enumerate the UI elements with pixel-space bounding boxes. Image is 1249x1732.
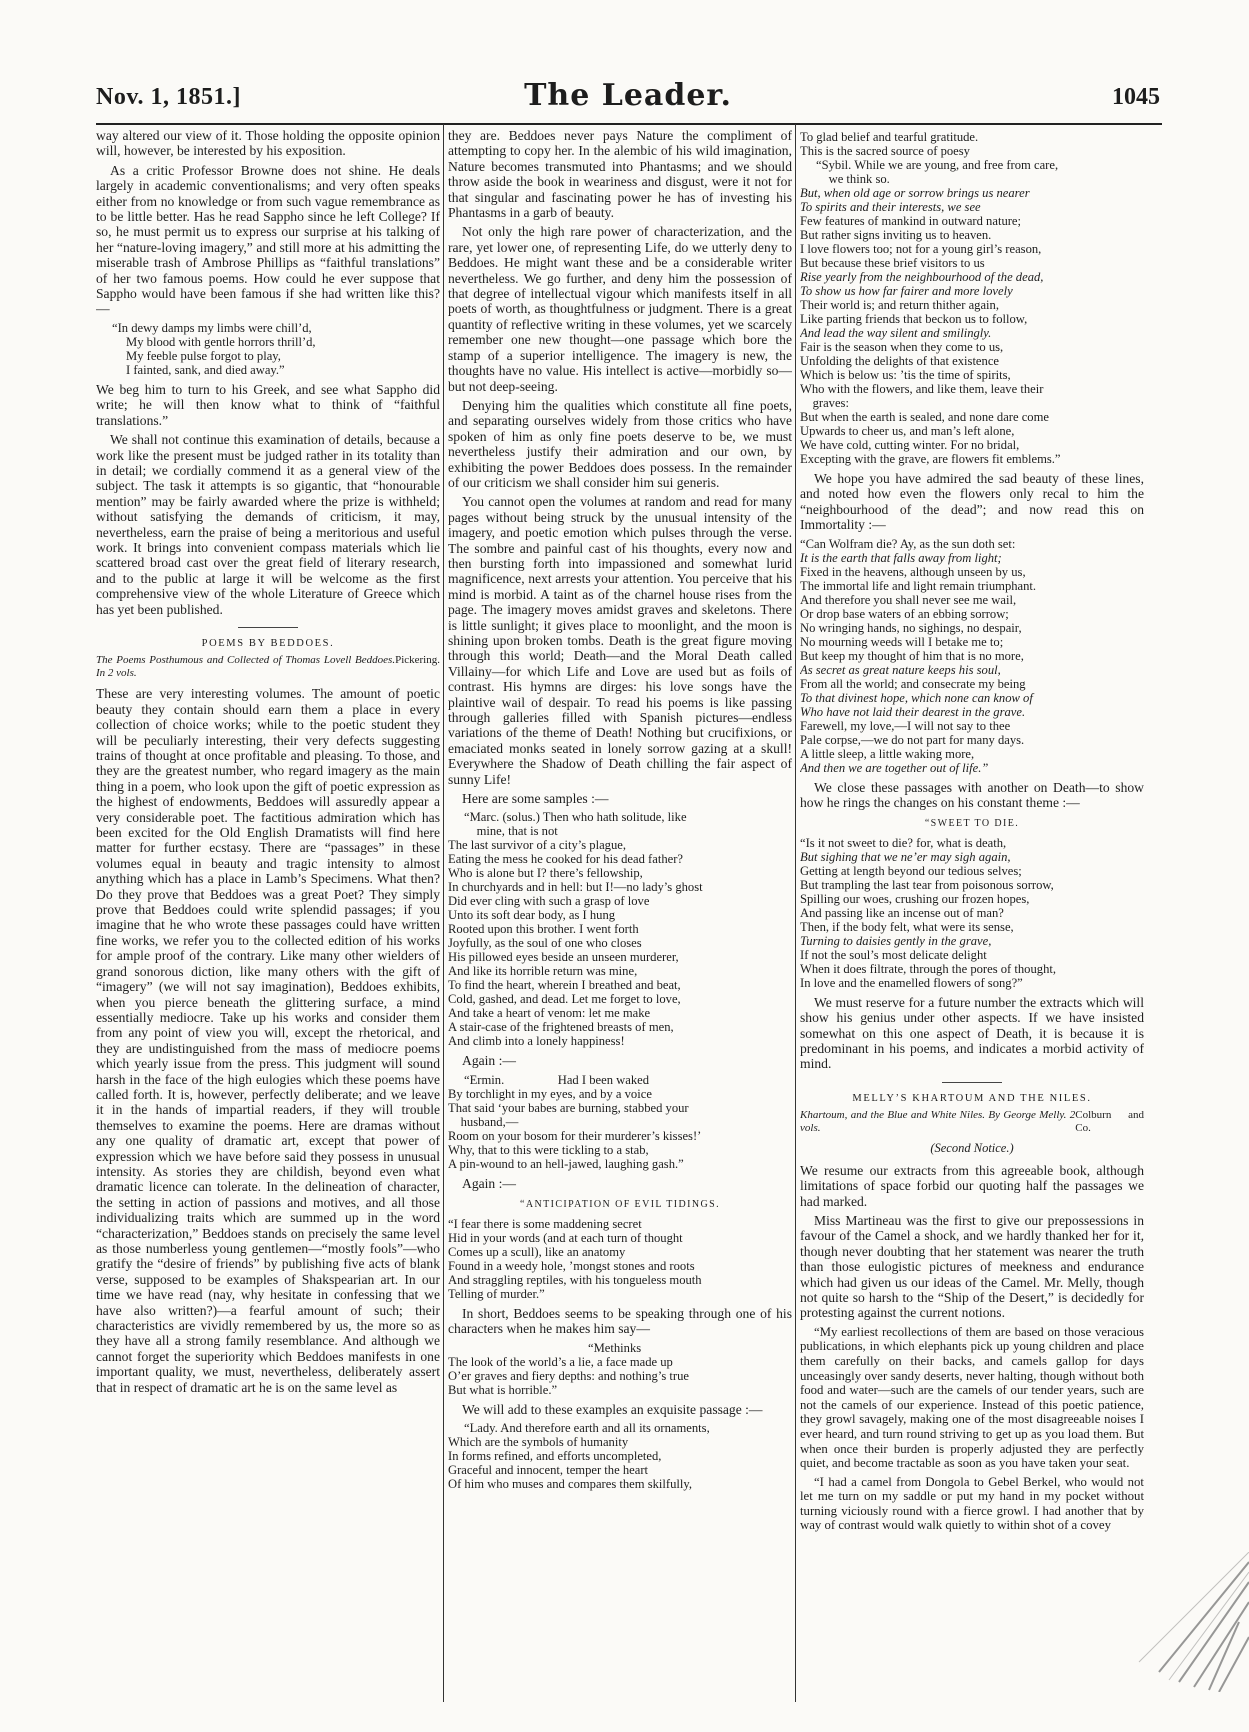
verse-line: “Ermin. Had I been waked	[464, 1072, 650, 1087]
verse-line: Unfolding the delights of that existence	[800, 354, 1000, 368]
verse-line: we think so.	[816, 172, 890, 186]
paragraph: Here are some samples :—	[462, 791, 609, 807]
verse-line: I fainted, sank, and died away.”	[126, 362, 285, 377]
column-2	[448, 128, 792, 1700]
verse-line: Unto its soft dear body, as I hung	[448, 908, 616, 923]
paragraph: Again :—	[462, 1053, 516, 1069]
verse-line: Found in a weedy hole, ’mongst stones and roots	[448, 1258, 695, 1273]
verse-line: As secret as great nature keeps his soul,	[800, 662, 1001, 677]
verse-line: And passing like an incense out of man?	[800, 905, 1004, 920]
masthead	[96, 76, 1160, 120]
verse-line: “Can Wolfram die? Ay, as the sun doth set:	[800, 536, 1016, 551]
verse-line: We have cold, cutting winter. For no bridal,	[800, 438, 1020, 452]
verse-line: Room on your bosom for their murderer’s kisses!’	[448, 1128, 702, 1143]
verse-line: His pillowed eyes beside an unseen murderer,	[448, 950, 679, 965]
paragraph: We shall not continue this examination of details, because a work like the present must be judged rather in its totality than in detail; we cordially commend it as a general view of the subject. The task it attempts is so gigantic, that “honourable mention” may be fairly awarded where the prize is withheld; without satisfying the demands of criticism, it may, nevertheless, earn the praise of being a meritorious and useful work. It brings into convenient compass materials which lie scattered broad cast over the great field of literary research, and to the public at large it will be welcome as the first comprehensive view of the whole Literature of Greece which has yet been published.	[96, 432, 440, 617]
review-heading: POEMS BY BEDDOES.	[201, 637, 335, 649]
paragraph: We hope you have admired the sad beauty of these lines, and noted how even the flowers only recal to him the “neighbourhood of the dead”; and now read this on Immortality :—	[800, 471, 1144, 533]
verse-quote	[448, 1073, 792, 1171]
verse-line: In forms refined, and efforts uncompleted,	[448, 1448, 662, 1463]
paper-damage-mark	[1099, 1552, 1249, 1692]
verse-line: “Is it not sweet to die? for, what is death,	[800, 835, 1007, 850]
verse-line: But, when old age or sorrow brings us nearer	[800, 186, 1030, 200]
verse-line: Who have not laid their dearest in the grave.	[800, 704, 1026, 719]
review-heading: MELLY’S KHARTOUM AND THE NILES.	[852, 1092, 1092, 1104]
verse-line: Their world is; and return thither again,	[800, 298, 999, 312]
verse-line: But because these brief visitors to us	[800, 256, 985, 270]
verse-line: I love flowers too; not for a young girl’s reason,	[800, 242, 1042, 256]
column-3	[800, 128, 1144, 1700]
paragraph: We beg him to turn to his Greek, and see what Sappho did write; he will then know what to think of “faithful translations.”	[96, 381, 440, 428]
verse-line: Comes up a scull), like an anatomy	[448, 1244, 626, 1259]
verse-line: graves:	[800, 396, 849, 410]
verse-line: And then we are together out of life.”	[800, 760, 989, 775]
verse-line: “I fear there is some maddening secret	[448, 1216, 642, 1231]
verse-line: Like parting friends that beckon us to follow,	[800, 312, 1028, 326]
paragraph: We resume our extracts from this agreeable book, although limitations of space forbid our quoting half the passages we had marked.	[800, 1162, 1144, 1209]
verse-line: Why, that to this were tickling to a stab,	[448, 1142, 649, 1157]
verse-line: No wringing hands, no sighings, no despair,	[800, 620, 1022, 635]
book-citation	[800, 1109, 1144, 1135]
book-citation	[96, 654, 440, 680]
column-divider	[795, 124, 796, 1702]
column-divider	[443, 124, 444, 1702]
verse-line: Cold, gashed, and dead. Let me forget to love,	[448, 992, 681, 1007]
verse-line: Did ever cling with such a grasp of love	[448, 894, 650, 909]
verse-line: Farewell, my love,—I will not say to thee	[800, 718, 1011, 733]
verse-line: When it does filtrate, through the pores of thought,	[800, 961, 1057, 976]
verse-line: “Lady. And therefore earth and all its ornaments,	[464, 1420, 710, 1435]
verse-line: It is the earth that falls away from light;	[800, 550, 1002, 565]
verse-line: To spirits and their interests, we see	[800, 200, 981, 214]
verse-line: And like its horrible return was mine,	[448, 964, 638, 979]
verse-line: Rooted upon this brother. I went forth	[448, 922, 639, 937]
verse-line: The immortal life and light remain triumphant.	[800, 578, 1037, 593]
verse-line: Then, if the body felt, what were its sense,	[800, 919, 1014, 934]
paragraph: they are. Beddoes never pays Nature the compliment of attempting to copy her. In the alembic of his wild imagination, Nature becomes transmuted into Phantasms; and we should throw aside the book in weariness and disgust, were it not for that singular and fascinating power he has of investing his Phantasms in a garb of beauty.	[448, 128, 792, 221]
notice-label: (Second Notice.)	[930, 1141, 1014, 1156]
verse-line: Joyfully, as the soul of one who closes	[448, 936, 642, 951]
verse-quote	[800, 836, 1144, 990]
verse-line: To that divinest hope, which none can know of	[800, 690, 1033, 705]
citation-title: The Poems Posthumous and Collected of Thomas Lovell Beddoes. In 2 vols.	[96, 654, 396, 680]
verse-line: To glad belief and tearful gratitude.	[800, 130, 979, 144]
citation-publisher: Pickering.	[395, 654, 440, 667]
verse-line: In churchyards and in hell: but I!—no lady’s ghost	[448, 880, 703, 895]
paragraph: We must reserve for a future number the extracts which will show his genius under other aspects. If we have insisted somewhat on this one aspect of Death, it is because it is predominant in his poems, and indicates a morbid activity of mind.	[800, 994, 1144, 1072]
verse-line: And take a heart of venom: let me make	[448, 1006, 651, 1021]
verse-line: Who is alone but I? there’s fellowship,	[448, 866, 643, 881]
verse-line: Which is below us: ’tis the time of spirits,	[800, 368, 1011, 382]
verse-line: Fixed in the heavens, although unseen by us,	[800, 564, 1026, 579]
verse-line: But what is horrible.”	[448, 1382, 558, 1397]
verse-line: Upwards to cheer us, and man’s left alone,	[800, 424, 1015, 438]
verse-line: mine, that is not	[464, 824, 558, 839]
verse-line: To find the heart, wherein I breathed and beat,	[448, 978, 681, 993]
paragraph: Not only the high rare power of characterization, and the rare, yet lower one, of representing Life, do we utterly deny to Beddoes. He might want these and be a considerable writer nevertheless. We go further, and deny him the possession of that degree of intellectual vigour which manifests itself in all poets of worth, as thoughtfulness or judgment. There is a great quantity of reflective writing in these volumes, yet we scarcely remember one new thought—one passage which bore the stamp of a superior intelligence. The imagery is new, the thoughts have no value. His intellect is active—morbidly so—but not deep-seeing.	[448, 224, 792, 394]
column-1	[96, 128, 440, 1700]
verse-line: In love and the enamelled flowers of song?”	[800, 975, 1023, 990]
paragraph: “I had a camel from Dongola to Gebel Berkel, who would not let me turn on my saddle or put my hand in my pocket without turning viciously round with a fierce growl. I had another that by way of contrast would walk quietly to within shot of a covey	[800, 1474, 1144, 1533]
verse-line: My blood with gentle horrors thrill’d,	[126, 334, 316, 349]
verse-line: This is the sacred source of poesy	[800, 144, 970, 158]
verse-line: Or drop base waters of an ebbing sorrow;	[800, 606, 1009, 621]
verse-line: The look of the world’s a lie, a face made up	[448, 1354, 673, 1369]
verse-line: The last survivor of a city’s plague,	[448, 838, 627, 853]
verse-line: “Marc. (solus.) Then who hath solitude, like	[464, 810, 687, 825]
verse-line: Few features of mankind in outward nature;	[800, 214, 1022, 228]
verse-line: Graceful and innocent, temper the heart	[448, 1462, 649, 1477]
verse-line: A little sleep, a little waking more,	[800, 746, 975, 761]
verse-line: O’er graves and fiery depths: and nothing’s true	[448, 1368, 689, 1383]
verse-line: husband,—	[448, 1114, 519, 1129]
poem-heading: “ANTICIPATION OF EVIL TIDINGS.	[520, 1199, 720, 1211]
verse-line: From all the world; and consecrate my being	[800, 676, 1026, 691]
verse-line: And lead the way silent and smilingly.	[800, 326, 992, 340]
verse-line: Rise yearly from the neighbourhood of the dead,	[800, 270, 1044, 284]
paragraph: “My earliest recollections of them are based on those veracious publications, in which elephants pick up young children and place them carefully on their backs, and camels gallop for days unceasingly over sandy deserts, never halting, though without both food and water—such are the camels of our tender years, such are not the camels of our experience. Instead of this poetic patience, they growl savagely, making one of the most disagreeable noises I ever heard, and turn round striving to get up as you load them. But when once their burden is properly adjusted they are perfectly quiet, and become tractable as soon as you have taken your seat.	[800, 1324, 1144, 1471]
verse-line: Which are the symbols of humanity	[448, 1434, 629, 1449]
newspaper-title: The Leader.	[524, 78, 732, 113]
verse-line: But keep my thought of him that is no more,	[800, 648, 1024, 663]
verse-quote	[96, 321, 440, 377]
verse-line: My feeble pulse forgot to play,	[126, 348, 281, 363]
verse-quote	[800, 130, 1144, 466]
verse-line: But rather signs inviting us to heaven.	[800, 228, 992, 242]
verse-line: A stair-case of the frightened breasts of men,	[448, 1020, 674, 1035]
verse-quote	[800, 537, 1144, 775]
verse-line: A pin-wound to an hell-jawed, laughing gash.”	[448, 1156, 684, 1171]
verse-quote	[448, 1341, 792, 1397]
paragraph: Again :—	[462, 1175, 516, 1191]
verse-line: Fair is the season when they come to us,	[800, 340, 1004, 354]
verse-line: Hid in your words (and at each turn of thought	[448, 1230, 683, 1245]
section-separator	[942, 1082, 1002, 1083]
citation-publisher: Colburn and Co.	[1075, 1109, 1144, 1135]
verse-line: But sighing that we ne’er may sigh again,	[800, 849, 1011, 864]
paragraph: way altered our view of it. Those holding the opposite opinion will, however, be interested by his exposition.	[96, 128, 440, 159]
verse-line: “Sybil. While we are young, and free from care,	[816, 158, 1059, 172]
paragraph: As a critic Professor Browne does not shine. He deals largely in academic conventionalisms; and very often speaks either from no knowledge or from such vague remembrance as to be little better. Has he read Sappho since he left College? If so, he must permit us to express our surprise at his talking of her “nature-loving imagery,” and still more at his admitting the miserable trash of Ambrose Phillips as “faithful translations” of her two famous poems. How could he ever suppose that Sappho would have been famous if she had written like this?—	[96, 162, 440, 317]
citation-title: Khartoum, and the Blue and White Niles. By George Melly. 2 vols.	[800, 1109, 1076, 1135]
verse-line: And therefore you shall never see me wail,	[800, 592, 1017, 607]
paragraph: We will add to these examples an exquisite passage :—	[462, 1401, 763, 1417]
paragraph: In short, Beddoes seems to be speaking through one of his characters when he makes him say—	[448, 1305, 792, 1337]
verse-quote	[448, 1421, 792, 1491]
section-separator	[238, 627, 298, 628]
verse-line: Eating the mess he cooked for his dead father?	[448, 852, 683, 867]
verse-line: If not the soul’s most delicate delight	[800, 947, 987, 962]
verse-line: Of him who muses and compares them skilfully,	[448, 1476, 693, 1491]
page-number: 1045	[1112, 84, 1160, 110]
verse-line: No mourning weeds will I betake me to;	[800, 634, 1004, 649]
paragraph: Denying him the qualities which constitute all fine poets, and separating ourselves widely from those critics who have spoken of him as only fine poets deserve to be, we must nevertheless justify their admiration and our own, by exhibiting the power Beddoes does possess. In the remainder of our criticism we shall consider him sui generis.	[448, 397, 792, 490]
verse-line: And climb into a lonely happiness!	[448, 1034, 625, 1049]
verse-line: Excepting with the grave, are flowers fit emblems.”	[800, 452, 1061, 466]
verse-line: Pale corpse,—we do not part for many days.	[800, 732, 1025, 747]
verse-line: By torchlight in my eyes, and by a voice	[448, 1086, 652, 1101]
verse-quote	[448, 1217, 792, 1301]
verse-line: Who with the flowers, and like them, leave their	[800, 382, 1044, 396]
verse-quote	[448, 810, 792, 1048]
verse-line: But trampling the last tear from poisonous sorrow,	[800, 877, 1054, 892]
verse-line: “Methinks	[588, 1340, 642, 1355]
verse-line: That said ‘your babes are burning, stabbed your	[448, 1100, 689, 1115]
paragraph: You cannot open the volumes at random and read for many pages without being struck by the unusual intensity of the imagery, and poetic emotion which pulses through the verse. The sombre and painful cast of his thoughts, every now and then bursting forth into impassioned and somewhat lurid magnificence, next arrests your attention. You perceive that his mind is morbid. A taint as of the charnel house rises from the page. The imagery moves amidst graves and skeletons. There is little sunlight; it gives place to moonlight, and the moon is shining upon broken tombs. Death is the great figure moving through this world; Death—and the Moral Death called Villainy—for which Life and Love are used but as foils of contrast. His hymns are dirges: his love songs have the plaintive wail of despair. To read his poems is like passing through galleries filled with Spanish pictures—endless variations of the theme of Death! Nothing but crucifixions, or emaciated monks seated in lonely sorrow gazing at a skull! Everywhere the Shadow of Death chilling the fair aspect of sunny Life!	[448, 494, 792, 787]
paragraph: Miss Martineau was the first to give our prepossessions in favour of the Camel a shock, and we hardly thanked her for it, though never doubting that her statement was nearer the truth than those eulogistic pictures of meekness and endurance which had given us our ideas of the Camel. Mr. Melly, though not quite so harsh to the “Ship of the Desert,” is decidedly for protesting against the current notions.	[800, 1212, 1144, 1321]
paragraph: We close these passages with another on Death—to show how he rings the changes on his constant theme :—	[800, 779, 1144, 811]
poem-heading: “SWEET TO DIE.	[924, 818, 1020, 830]
verse-line: Telling of murder.”	[448, 1286, 545, 1301]
verse-line: But when the earth is sealed, and none dare come	[800, 410, 1049, 424]
paragraph: These are very interesting volumes. The amount of poetic beauty they contain should earn them a place in every collection of choice works; while to the poetic student they will be peculiarly interesting, their very defects suggesting trains of thought at once profitable and pleasing. To those, and they are the greatest number, who regard imagery as the main thing in a poem, who look upon the gift of poetic expression as the highest of endowments, Beddoes will assuredly appear a very considerable poet. The factitious admiration which has been excited for the Old English Dramatists will find here matter for further ecstasy. There are “passages” in these volumes equal in beauty and tragic intensity to almost anything which has a place in Lamb’s Specimens. What then? Do they prove that Beddoes was a great Poet? They simply prove that Beddoes could write splendid passages; if you imagine that he who wrote these passages could have written fine works, we refer you to the collected edition of his works for ample proof of the contrary. Like many other wielders of grand sonorous diction, like many others with the gift of “imagery” (we will not say imagination), Beddoes exhibits, when you pierce beneath the glittering surface, a mind essentially mediocre. Take up his works and consider them from any point of view you will, except the rhetorical, and they are undistinguished from the mass of mediocre poems which yearly issue from the press. This judgment will sound harsh in the face of the high eulogies which these poems have called forth. It is, however, perfectly deliberate; and we leave it in the hands of impartial readers, if they will trouble themselves to examine the poems. Here are dramas without any one quality of dramatic art, except that power of expression which we have before said they possess in unusual intensity. As stories they are childish, beyond even what dramatic licence can tolerate. In the delineation of character, the setting in action of passions and motives, and all those individualizing traits which are summed up in the word “characterization,” Beddoes stands on precisely the same level as those numberless young gentlemen—“mostly fools”—who gratify the “desire of friends” by publishing five acts of blank verse, supposed to be examples of Shakspearian art. In our time we have read (nay, why hesitate in confessing that we have also written?)—a fearful amount of such; their characteristics are vividly remembered by us, the more so as they have all a strong family resemblance. And although we cannot forget the superiority which Beddoes manifests in one important quality, we must, nevertheless, deliberately assert that in respect of dramatic art he is on the same level as	[96, 686, 440, 1395]
verse-line: And straggling reptiles, with his tongueless mouth	[448, 1272, 702, 1287]
masthead-rule	[96, 123, 1162, 125]
verse-line: Turning to daisies gently in the grave,	[800, 933, 992, 948]
verse-line: Getting at length beyond our tedious selves;	[800, 863, 1022, 878]
verse-line: Spilling our woes, crushing our frozen hopes,	[800, 891, 1030, 906]
verse-line: “In dewy damps my limbs were chill’d,	[112, 320, 312, 335]
issue-date: Nov. 1, 1851.]	[96, 84, 241, 110]
verse-line: To show us how far fairer and more lovely	[800, 284, 1013, 298]
